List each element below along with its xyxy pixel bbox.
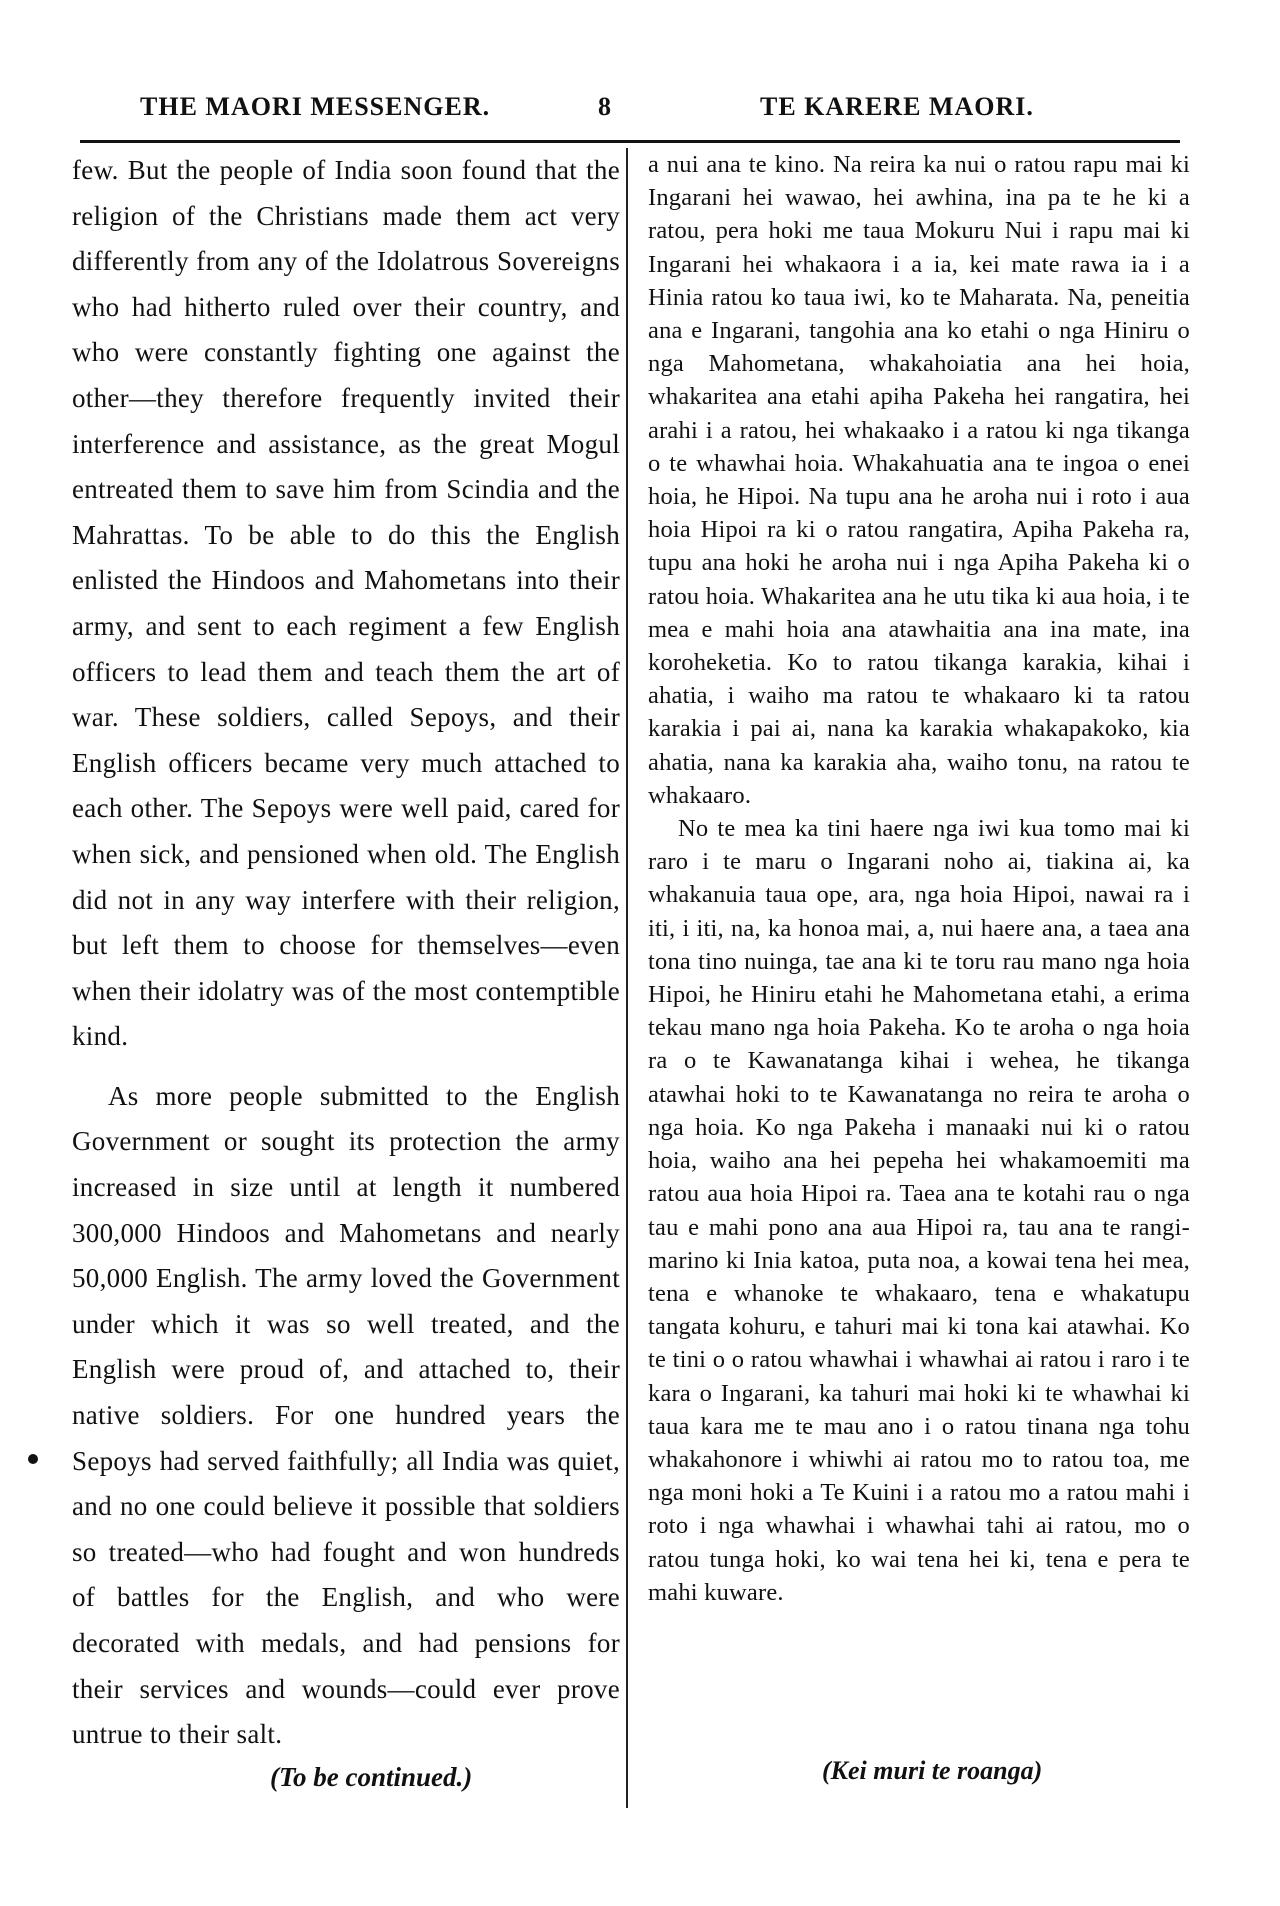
english-continued-note: (To be continued.) — [270, 1762, 473, 1792]
page-number: 8 — [598, 92, 612, 121]
maori-column — [648, 148, 1190, 1609]
maori-continued-note: (Kei muri te roanga) — [822, 1756, 1043, 1785]
english-column — [72, 148, 620, 1758]
margin-dot — [28, 1454, 38, 1464]
column-divider — [626, 148, 628, 1808]
english-paragraph-2-continuation: For one hundred years the Sepoys had served faithfully; all India was quiet, and no one could believe it possible that soldiers so treated—who had fought and won hundreds of battles for the English, and who were decorated with medals, and had pensions for their services and wounds—could ever prove untrue to their salt. — [72, 1400, 620, 1750]
header-rule — [80, 140, 1180, 143]
english-paragraph-1: few. But the people of India soon found that the religion of the Christians made them act very differently from any of the Idolatrous Sovereigns who had hitherto ruled over their country, and who were constantly fighting one against the other—they therefore frequently invited their interference and assistance, as the great Mogul entreated them to save him from Scindia and the Mahrattas. To be able to do this the English enlisted the Hindoos and Mahometans into their army, and sent to each regiment a few English officers to lead them and teach them the art of war. These soldiers, called Sepoys, and their English officers became very much attached to each other. The Sepoys were well paid, cared for when sick, and pensioned when old. The English did not in any way interfere with their religion, but left them to choose for themselves—even when their idolatry was of the most contemptible kind. — [72, 155, 620, 1052]
maori-paragraph-2: No te mea ka tini haere nga iwi kua tomo mai ki raro i te maru o Ingarani noho ai, tiakina ai, ka whakanuia taua ope, ara, nga hoia Hipoi, nawai ra i iti, i iti, na, ka honoa mai, a, nui haere ana, a taea ana tona tino nuinga, tae ana ki te toru rau mano nga hoia Hipoi, he Hiniru etahi he Mahometana etahi, a erima tekau mano nga hoia Pakeha. Ko te aroha o nga hoia ra o te Kawanatanga kihai i wehea, he tikanga atawhai hoki to te Kawanatanga no reira te aroha o nga hoia. Ko nga Pakeha i manaaki nui ki o ratou hoia, waiho ana hei pepeha hei whakamoemiti ma ratou aua hoia Hipoi ra. Taea ana te kotahi rau o nga tau e mahi pono ana aua Hipoi ra, tau ana te rangi-marino ki Inia katoa, puta noa, a kowai tena hei mea, tena e whanoke te whakaaro, tena e whakatupu tangata kohuru, e tahuri mai ki tona kai atawhai. Ko te tini o o ratou whawhai i whawhai ai ratou i raro i te kara o Ingarani, ka tahuri mai hoki ki te whawhai ki taua kara me te mau ano i o ratou tinana nga tohu whakahonore i whiwhi ai ratou mo to ratou toa, me nga moni hoki a Te Kuini i a ratou mo a ratou mahi i roto i nga whawhai i whawhai tahi ai ratou, mo o ratou tunga hoki, ko wai tena hei ki, tena e pera te mahi kuware. — [648, 815, 1190, 1606]
page-header — [130, 92, 1160, 132]
english-masthead: THE MAORI MESSENGER. — [140, 92, 491, 121]
maori-masthead: TE KARERE MAORI. — [760, 92, 1034, 121]
english-paragraph-2-text: As more people submitted to the English Government or sought its protection the army increased in size until at length it numbered 300,000 Hindoos and Mahometans and nearly 50,000 English. The army loved the Government under which it was so well treated, and the English were proud of, and attached to, their native soldiers. — [72, 1080, 620, 1431]
english-paragraph-2 — [72, 1074, 620, 1758]
maori-paragraph-1: a nui ana te kino. Na reira ka nui o ratou rapu mai ki Ingarani hei wawao, hei awhina, ina pa te he ki a ratou, pera hoki me taua Mokuru Nui i rapu mai ki Ingarani hei whakaora i a ia, kei mate rawa ia i a Hinia ratou ko taua iwi, ko te Maharata. Na, peneitia ana e Ingarani, tangohia ana ko etahi o nga Hiniru o nga Mahometana, whakahoiatia ana hei hoia, whakaritea ana etahi apiha Pakeha hei rangatira, hei arahi i a ratou, hei whakaako i a ratou ki nga tikanga o te whawhai hoia. Whakahuatia ana te ingoa o enei hoia, he Hipoi. Na tupu ana he aroha nui i roto i aua hoia Hipoi ra ki o ratou rangatira, Apiha Pakeha ra, tupu ana hoki he aroha nui i nga Apiha Pakeha ki o ratou hoia. Whakaritea ana he utu tika ki aua hoia, i te mea e mahi hoia ana atawhaitia ana ina mate, ina koroheketia. Ko to ratou tikanga karakia, kihai i ahatia, i waiho ma ratou te whakaaro ki ta ratou karakia i pai ai, nana ka karakia whakapakoko, kia ahatia, nana ka karakia aha, waiho tonu, na ratou te whakaaro. — [648, 151, 1190, 809]
